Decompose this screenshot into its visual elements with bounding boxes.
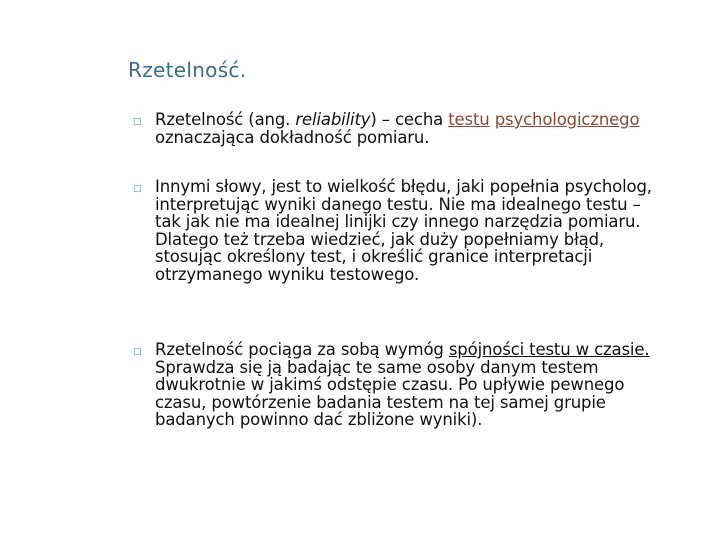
text-segment: Rzetelność pociąga za sobą wymóg xyxy=(155,340,449,359)
bullet-text xyxy=(155,111,670,146)
link-psychologicznego[interactable]: psychologicznego xyxy=(494,110,640,129)
bullet-text xyxy=(155,341,670,429)
text-segment: Sprawdza się ją badając te same osoby danym testem dwukrotnie w jakimś odstępie czasu. Po upływie pewnego czasu, powtórzenie badania testem na tej samej grupie badanych powinno dać zbliżone wyniki). xyxy=(155,357,625,429)
text-segment: oznaczająca dokładność pomiaru. xyxy=(155,127,430,147)
slide-title: Rzetelność. xyxy=(128,58,247,82)
square-bullet-icon: □ xyxy=(133,347,142,357)
text-segment: ) – cecha xyxy=(370,110,449,129)
bullet-text: Innymi słowy, jest to wielkość błędu, jaki popełnia psycholog, interpretując wyniki danego testu. Nie ma idealnego testu – tak jak nie ma idealnej linijki czy innego narzędzia pomiaru. Dlatego też trzeba wiedzieć, jak duży popełniamy błąd, stosując określony test, i określić granice interpretacji otrzymanego wyniku testowego. xyxy=(155,177,652,284)
link-testu[interactable]: testu xyxy=(448,110,490,129)
square-bullet-icon: □ xyxy=(133,184,142,194)
text-segment: Rzetelność (ang. xyxy=(155,110,296,129)
italic-term: reliability xyxy=(295,110,371,129)
square-bullet-icon: □ xyxy=(133,117,142,127)
underlined-phrase: spójności testu w czasie. xyxy=(448,340,650,359)
